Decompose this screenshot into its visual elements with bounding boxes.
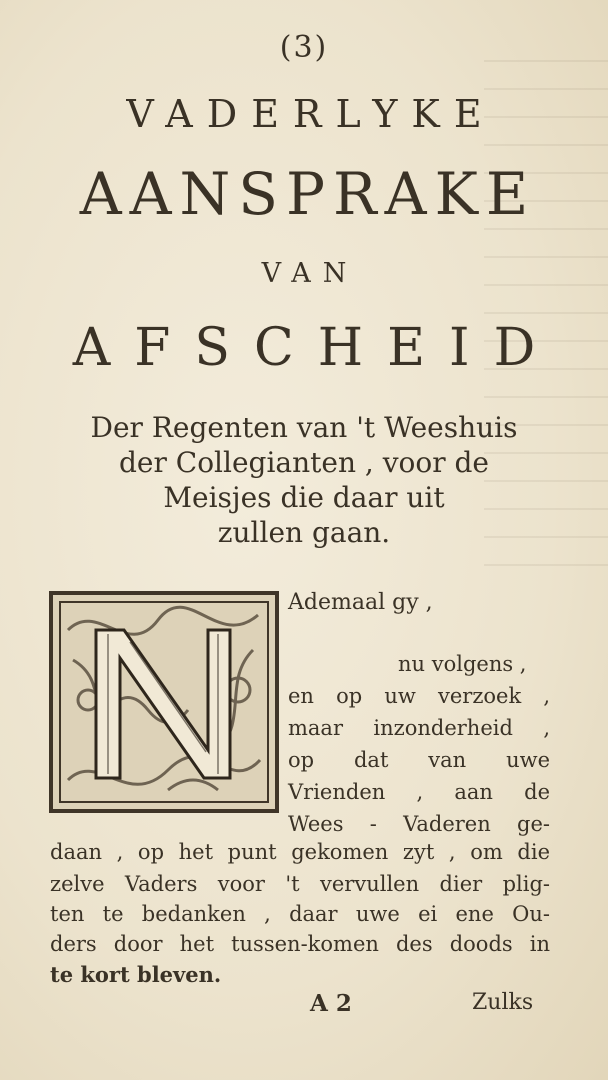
body-line: en op uw verzoek , [288,684,550,708]
signature-mark: A 2 [310,990,352,1017]
body-line: te kort bleven. [50,962,222,987]
body-line: ten te bedanken , daar uwe ei ene Ou- [50,902,550,926]
decorated-initial-n [48,590,280,814]
subtitle [0,410,608,550]
title-line-1: VADERLYKE [126,92,496,136]
body-line: maar inzonderheid , [288,716,550,740]
title-line-3: VAN [261,258,359,289]
title-line-2: AANSPRAKE [79,160,537,228]
body-line: zelve Vaders voor 't vervullen dier plig- [50,872,550,896]
ornament-frame-icon [48,590,280,814]
body-line: Ademaal gy , [288,590,433,615]
body-line: Wees - Vaderen ge- [288,812,550,836]
body-line: op dat van uwe [288,748,550,772]
body-line: Vrienden , aan de [288,780,550,804]
subtitle-line: Meisjes die daar uit [163,481,445,514]
body-line: ders door het tussen-komen des doods in [50,932,550,956]
body-line: daan , op het punt gekomen zyt , om die [50,840,550,864]
page-number: (3) [279,30,329,65]
subtitle-line: der Collegianten , voor de [118,446,489,479]
catchword: Zulks [472,990,534,1015]
subtitle-line: Der Regenten van 't Weeshuis [90,411,518,444]
body-line: nu volgens , [398,652,527,676]
title-line-4: AFSCHEID [72,318,560,378]
subtitle-line: zullen gaan. [217,516,391,549]
